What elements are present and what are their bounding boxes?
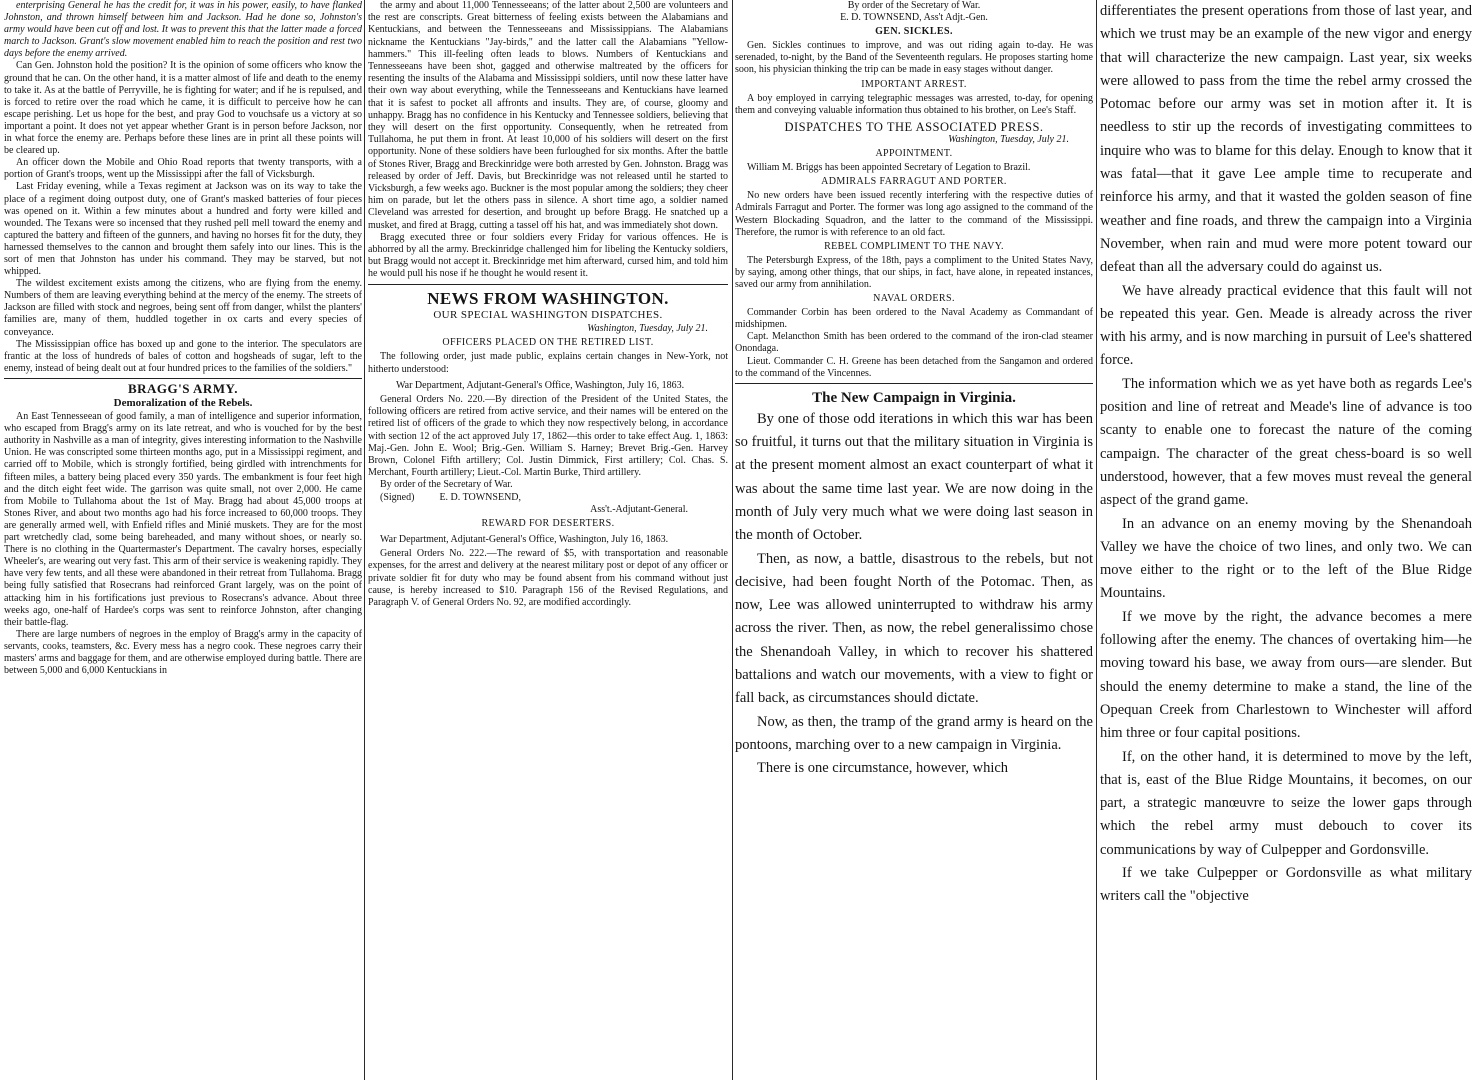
column-2	[368, 0, 728, 1080]
signature-line: Ass't.-Adjutant-General.	[590, 503, 688, 515]
paragraph: The following order, just made public, explains certain changes in New-York, not hitherto understood:	[368, 351, 728, 375]
order-header: War Department, Adjutant-General's Office, Washington, July 16, 1863.	[380, 534, 669, 546]
paragraph: Gen. Sickles continues to improve, and was out riding again to-day. He was serenaded, to-night, by the Band of the Seventeenth regulars. He proposes starting home soon, his physician thinking the trip can be made in easy stages without danger.	[735, 40, 1093, 76]
section-subheading: OUR SPECIAL WASHINGTON DISPATCHES.	[433, 308, 663, 321]
section-subheading: Demoralization of the Rebels.	[113, 397, 253, 409]
column-rule	[732, 0, 733, 1080]
paragraph: Capt. Melancthon Smith has been ordered to the command of the iron-clad steamer Onondaga.	[735, 331, 1093, 355]
section-heading: The New Campaign in Virginia.	[812, 389, 1016, 406]
paragraph: By one of those odd iterations in which this war has been so fruitful, it turns out that the military situation in Virginia is at the present moment almost an exact counterpart of what it was about the same time last year. We are now doing in the month of July very much what we were doing last season in the month of October.	[735, 410, 1093, 544]
paragraph: A boy employed in carrying telegraphic messages was arrested, to-day, for opening them and conveying valuable information thus obtained to his brother, on Lee's Staff.	[735, 92, 1093, 116]
paragraph: Lieut. Commander C. H. Greene has been detached from the Sangamon and ordered to the command of the Vincennes.	[735, 355, 1093, 379]
paragraph: William M. Briggs has been appointed Secretary of Legation to Brazil.	[747, 162, 1031, 174]
signature-line: E. D. TOWNSEND, Ass't Adjt.-Gen.	[840, 12, 988, 24]
section-subheading: REWARD FOR DESERTERS.	[481, 517, 615, 529]
order-header: War Department, Adjutant-General's Office, Washington, July 16, 1863.	[396, 379, 685, 391]
paragraph: The Petersburgh Express, of the 18th, pays a compliment to the United States Navy, by saying, among other things, that our ships, in fact, have alone, in repeated instances, saved our army from annihilation.	[735, 254, 1093, 290]
column-4	[1100, 0, 1472, 1080]
paragraph: the army and about 11,000 Tennesseeans; of the latter about 2,500 are volunteers and the rest are conscripts. Great bitterness of feeling exists between the Alabamians and Kentuckians, and between the Tennesseeans and Mississippians. The Alabamians nickname the Kentuckians "Jay-birds," and the latter call the Alabamians "Yellow-hammers." This ill-feeling often leads to blows. Numbers of Kentuckians and Tennesseeans have been shot, gagged and otherwise maltreated by the officers for resenting the insults of the Alabama and Mississippi soldiers, until now these latter have their own way about everything, while the Tennesseeans and Kentuckians have learned that it is safest to pocket all affronts and insults. They are, of course, gloomy and unhappy. Bragg has no confidence in his Kentucky and Tennessee soldiers, believing that they will desert on the first opportunity. Consequently, when he retreated from Tullahoma, he put them in front. At least 10,000 of his soldiers will desert on the first opportunity. None of these soldiers have been furloughed for six months. After the battle of Stones River, Bragg and Breckinridge were both arrested by Gen. Johnston. Bragg was released by order of Jeff. Davis, but Breckinridge was not released until he started to Vicksburgh, a few weeks ago. Buckner is the most popular among the soldiers; they cheer him on parade, but let the others pass in silence. A short time ago, a soldier named Cleveland was arrested for desertion, and brought up before Bragg. He snatched up a musket, and fired at Bragg, cutting a tassel off his hat, and was immediately shot down.	[368, 0, 728, 231]
paragraph: In an advance on an enemy moving by the Shenandoah Valley we have the choice of two lines, and only two. We can move either to the right or to the left of the Blue Ridge Mountains.	[1100, 515, 1472, 602]
paragraph: We have already practical evidence that this fault will not be repeated this year. Gen. Meade is already across the river with his army, and is now marching in pursuit of Lee's shattered force.	[1100, 282, 1472, 369]
section-heading: NEWS FROM WASHINGTON.	[427, 288, 669, 308]
paragraph: No new orders have been issued recently interfering with the respective duties of Admirals Farragut and Porter. The former was long ago assigned to the command of the Western Blockading Squadron, and the latter to the command of the Mississippi. Therefore, the rumor is with reference to an old fact.	[735, 190, 1093, 238]
column-3	[735, 0, 1093, 1080]
signature-line: By order of the Secretary of War.	[380, 479, 513, 491]
paragraph: Can Gen. Johnston hold the position? It is the opinion of some officers who know the ground that he can. On the other hand, it is a matter almost of life and death to the enemy to take it. As at the battle of Perryville, he is fighting for water; and if he is repulsed, and is forced to retire over the road which he came, it is difficult to perceive how he can escape perishing. Let us hope for the best, and pray God to vouchsafe us a victory at so important a point. It does not yet appear whether Grant is in person before Jackson, nor in what force the enemy are. Perhaps before these lines are in print all these points will be cleared up.	[4, 60, 362, 157]
signature-line: (Signed) E. D. TOWNSEND,	[380, 491, 522, 503]
section-subheading: IMPORTANT ARREST.	[861, 78, 967, 90]
paragraph: Bragg executed three or four soldiers every Friday for various offences. He is abhorred by all the army. Breckinridge challenged him for libeling the Kentucky soldiers, but Bragg would not accept it. Breckinridge met him afterward, cursed him, and told him he would pull his nose if he thought he would resent it.	[368, 231, 728, 280]
signature-line: By order of the Secretary of War.	[847, 0, 981, 11]
section-subheading: GEN. SICKLES.	[875, 26, 953, 38]
section-subheading: REBEL COMPLIMENT TO THE NAVY.	[824, 240, 1004, 252]
column-rule	[364, 0, 365, 1080]
paragraph: General Orders No. 220.—By direction of the President of the United States, the following officers are retired from active service, and their names will be entered on the retired list of officers of the grade to which they now respectively belong, in accordance with section 12 of the act approved July 17, 1862—this order to take effect Aug. 1, 1863: Maj.-Gen. John E. Wool; Brig.-Gen. William S. Harney; Brevet Brig.-Gen. Harvey Brown, Colonel Fifth artillery; Col. Justin Dimmick, First artillery; Col. Chas. S. Merchant, Fourth artillery; Lieut.-Col. Martin Burke, Third artillery.	[368, 393, 728, 479]
paragraph: Last Friday evening, while a Texas regiment at Jackson was on its way to take the place of a regiment doing outpost duty, one of Grant's masked batteries of four pieces was opened on it. Within a few minutes about a hundred and forty were killed and wounded. The Texans were so incensed that they rushed pell mell toward the enemy and captured the battery and fifteen of the gunners, and having no horses fit for the duty, they harnessed themselves to the cannon and brought them safely into our lines. This is the sort of men that Johnston has under his command. They may be starved, but not whipped.	[4, 181, 362, 278]
dateline: Washington, Tuesday, July 21.	[587, 323, 708, 335]
divider	[4, 378, 362, 379]
section-heading: DISPATCHES TO THE ASSOCIATED PRESS.	[784, 119, 1044, 134]
dateline: Washington, Tuesday, July 21.	[948, 133, 1069, 145]
section-heading: BRAGG'S ARMY.	[127, 380, 239, 396]
column-rule	[1096, 0, 1097, 1080]
paragraph: Commander Corbin has been ordered to the Naval Academy as Commandant of midshipmen.	[735, 307, 1093, 331]
section-subheading: NAVAL ORDERS.	[873, 293, 955, 305]
paragraph: An East Tennesseean of good family, a man of intelligence and superior information, who escaped from Bragg's army on its late retreat, and who is vouched for by the best authority in Nashville as a man of integrity, gives interesting information to the Nashville Union. He was conscripted some thirteen months ago, put in a Mississippi regiment, and carried off to Mobile, which is strongly fortified, being girdled with intrenchments for fifteen miles, a battery being placed every 350 yards. The embankment is four feet high and the ditch eight feet wide. The garrison was quite small, not over 2,000. He came from Mobile to Tullahoma about the 1st of May. Bragg had about 45,000 troops at Stones River, and about two months ago had his force increased to 60,000 troops. They are generally armed well, with Enfield rifles and Minié muskets. They are for the most part wretchedly clad, some being bareheaded, and many without shoes, or nearly so. There is no clothing in the Quartermaster's Department. The cavalry horses, especially Wheeler's, are wearing out very fast. This arm of their service is weakening rapidly. They have very few tents, and all these were abandoned in their retreat from Tullahoma. Bragg being fully satisfied that Rosecrans had reinforced Grant largely, was on the point of attacking him in his fortifications just previous to Rosecrans's advance. About three weeks ago, one-half of Hardee's corps was sent to reinforce Johnston, after changing their battle-flag.	[4, 411, 362, 628]
paragraph: If, on the other hand, it is determined to move by the left, that is, east of the Blue Ridge Mountains, it becomes, on our part, a strategic manœuvre to seize the lower gaps through which the rebel army must debouch to cover its communications by way of Culpepper and Gordonsville.	[1100, 748, 1472, 858]
column-1	[4, 0, 362, 1080]
paragraph: Then, as now, a battle, disastrous to the rebels, but not decisive, had been fought North of the Potomac. Then, as now, Lee was allowed uninterrupted to withdraw his army across the river. Then, as now, the rebel generalissimo chose the Shenandoah Valley, in which to recover his shattered battalions and watch our movements, with a view to fight or fall back, as circumstances should dictate.	[735, 550, 1093, 707]
paragraph: The Mississippian office has boxed up and gone to the interior. The speculators are frantic at the loss of hundreds of bales of cotton and hogsheads of sugar, left to the enemy, instead of being dealt out at four hundred prices to the families of the soldiers."	[4, 338, 362, 374]
paragraph: Now, as then, the tramp of the grand army is heard on the pontoons, marching over to a new campaign in Virginia.	[735, 713, 1093, 753]
paragraph: enterprising General he has the credit for, it was in his power, easily, to have flanked Johnston, and thrown himself between him and Jackson. Had he done so, Johnston's army would have been cut off and lost. It was to prevent this that the latter made a forced march to Jackson. Grant's slow movement enabled him to reach the position and rest two days before the enemy arrived.	[4, 0, 362, 60]
paragraph: There are large numbers of negroes in the employ of Bragg's army in the capacity of servants, cooks, teamsters, &c. Every mess has a negro cook. These negroes carry their masters' arms and baggage for them, and are otherwise employed during battle. There are between 5,000 and 6,000 Kentuckians in	[4, 628, 362, 677]
paragraph: If we move by the right, the advance becomes a mere following after the enemy. The chances of overtaking him—he moving toward his base, we away from ours—are slender. But should the enemy determine to make a stand, the line of the Opequan Creek from Charlestown to Winchester will afford him three or four capital positions.	[1100, 608, 1472, 742]
paragraph: The wildest excitement exists among the citizens, who are flying from the enemy. Numbers of them are leaving everything behind at the mercy of the enemy. The streets of Jackson are filled with stock and negroes, being sent off from danger, whilst the planters' families are, many of them, huddled together in ox carts and every species of conveyance.	[4, 278, 362, 338]
section-subheading: APPOINTMENT.	[875, 148, 953, 160]
paragraph: differentiates the present operations from those of last year, and which we trust may be an example of the new vigor and energy that will characterize the new campaign. Last year, six weeks were allowed to pass from the time the rebel army crossed the Potomac before our army was set in motion after it. It is needless to stir up the records of investigating committees to inquire who was to blame for this delay. Enough to know that it was fatal—that it gave Lee ample time to recuperate and reinforce his army, and that it wasted the golden season of fine weather and fine roads, and threw the campaign into a Virginia November, when rain and mud were more potent toward our defeat than all the adversary could do against us.	[1100, 3, 1472, 276]
paragraph: If we take Culpepper or Gordonsville as what military writers call the "objective	[1100, 864, 1472, 905]
paragraph: General Orders No. 222.—The reward of $5, with transportation and reasonable expenses, for the arrest and delivery at the nearest military post or depot of any officer or private soldier fit for duty who may be found absent from his command without just cause, is hereby increased to $10. Paragraph 156 of the Revised Regulations, and Paragraph V. of General Orders No. 92, are modified accordingly.	[368, 548, 728, 608]
divider	[368, 284, 728, 285]
paragraph: An officer down the Mobile and Ohio Road reports that twenty transports, with a portion of Grant's troops, went up the Mississippi after the fall of Vicksburgh.	[4, 157, 362, 181]
paragraph: The information which we as yet have both as regards Lee's position and line of retreat and Meade's line of advance is too scanty to enable one to forecast the nature of the coming campaign. The character of the great chess-board is so well understood, however, that a few moves must reveal the general aspect of the grand game.	[1100, 375, 1472, 509]
section-subheading: OFFICERS PLACED ON THE RETIRED LIST.	[442, 337, 654, 349]
paragraph: There is one circumstance, however, which	[757, 760, 1009, 777]
section-subheading: ADMIRALS FARRAGUT AND PORTER.	[821, 176, 1007, 188]
divider	[735, 383, 1093, 384]
